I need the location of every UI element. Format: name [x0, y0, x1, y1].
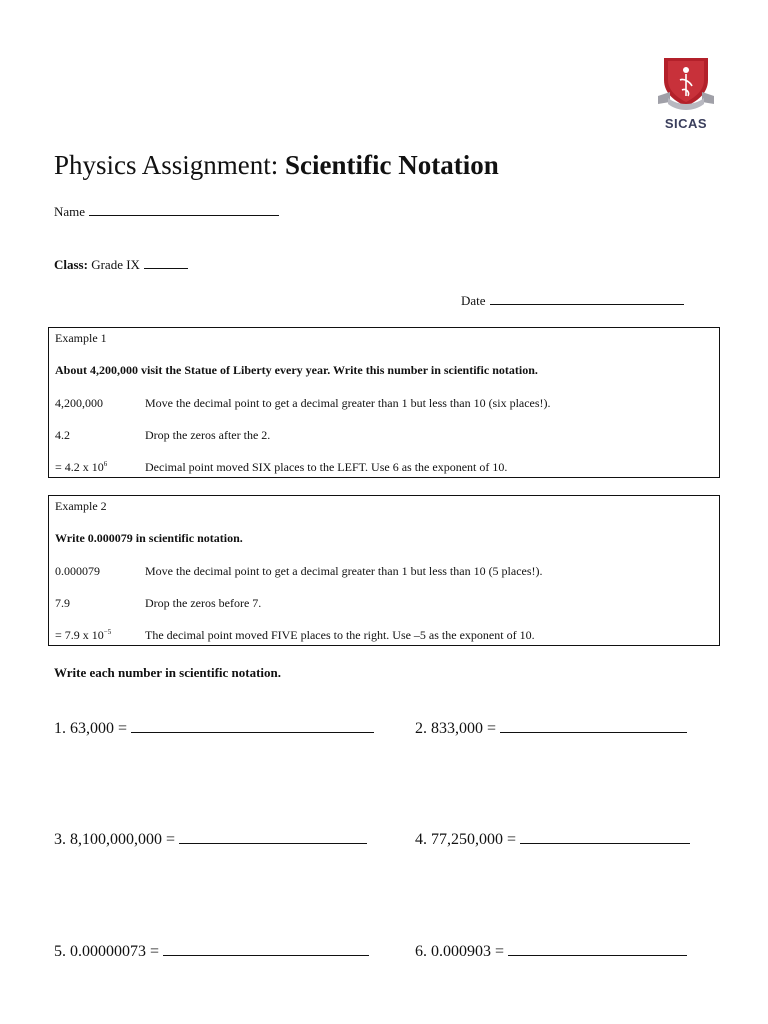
answer-blank[interactable] [520, 830, 690, 844]
question-label: 1. 63,000 = [54, 720, 128, 737]
example-1-step [55, 460, 715, 475]
example-2-box [48, 495, 720, 646]
question-label: 4. 77,250,000 = [415, 831, 517, 848]
step-text: Move the decimal point to get a decimal greater than 1 but less than 10 (5 places!). [145, 564, 543, 578]
page-title [54, 150, 499, 181]
question-2 [415, 719, 687, 738]
example-2-heading: Example 2 [55, 499, 107, 513]
step-value: = 7.9 x 10 [55, 628, 104, 642]
question-6 [415, 942, 687, 961]
example-2-step [55, 564, 715, 579]
question-3 [54, 830, 367, 849]
school-logo [656, 52, 716, 132]
name-field [54, 204, 279, 220]
example-2-step [55, 596, 715, 611]
example-1-box [48, 327, 720, 478]
step-value: 4,200,000 [55, 396, 103, 410]
step-value: 7.9 [55, 596, 70, 610]
question-label: 6. 0.000903 = [415, 943, 505, 960]
instruction-text: Write each number in scientific notation. [54, 665, 282, 680]
question-4 [415, 830, 690, 849]
answer-blank[interactable] [508, 942, 687, 956]
example-1-heading: Example 1 [55, 331, 107, 345]
step-text: Move the decimal point to get a decimal greater than 1 but less than 10 (six places!). [145, 396, 551, 410]
step-value: 0.000079 [55, 564, 100, 578]
date-field [461, 293, 684, 309]
step-text: Drop the zeros after the 2. [145, 428, 271, 442]
example-1-step [55, 396, 715, 411]
class-field [54, 257, 188, 273]
date-blank[interactable] [490, 293, 684, 305]
question-5 [54, 942, 369, 961]
step-exponent: 6 [103, 460, 108, 468]
question-label: 2. 833,000 = [415, 720, 497, 737]
question-label: 5. 0.00000073 = [54, 943, 160, 960]
answer-blank[interactable] [179, 830, 367, 844]
shield-crest-icon [656, 52, 716, 116]
example-2-prompt: Write 0.000079 in scientific notation. [55, 531, 243, 545]
example-1-step [55, 428, 715, 443]
question-label: 3. 8,100,000,000 = [54, 831, 176, 848]
example-1-prompt: About 4,200,000 visit the Statue of Liberty every year. Write this number in scientific notation. [55, 363, 538, 377]
title-topic: Scientific Notation [285, 150, 499, 180]
step-value: = 4.2 x 10 [55, 460, 104, 474]
class-value: Grade IX [91, 257, 140, 272]
step-text: Drop the zeros before 7. [145, 596, 262, 610]
name-label: Name [54, 204, 86, 219]
title-prefix: Physics Assignment: [54, 150, 286, 180]
date-label: Date [461, 293, 486, 308]
step-text: The decimal point moved FIVE places to the right. Use –5 as the exponent of 10. [145, 628, 535, 642]
class-blank[interactable] [144, 257, 188, 269]
class-label: Class: [54, 257, 88, 272]
name-blank[interactable] [89, 204, 279, 216]
logo-text: SICAS [664, 116, 708, 131]
step-value: 4.2 [55, 428, 70, 442]
answer-blank[interactable] [131, 719, 374, 733]
example-2-step [55, 628, 715, 643]
step-exponent: −5 [103, 628, 112, 636]
step-text: Decimal point moved SIX places to the LEFT. Use 6 as the exponent of 10. [145, 460, 508, 474]
question-1 [54, 719, 374, 738]
answer-blank[interactable] [500, 719, 687, 733]
answer-blank[interactable] [163, 942, 369, 956]
